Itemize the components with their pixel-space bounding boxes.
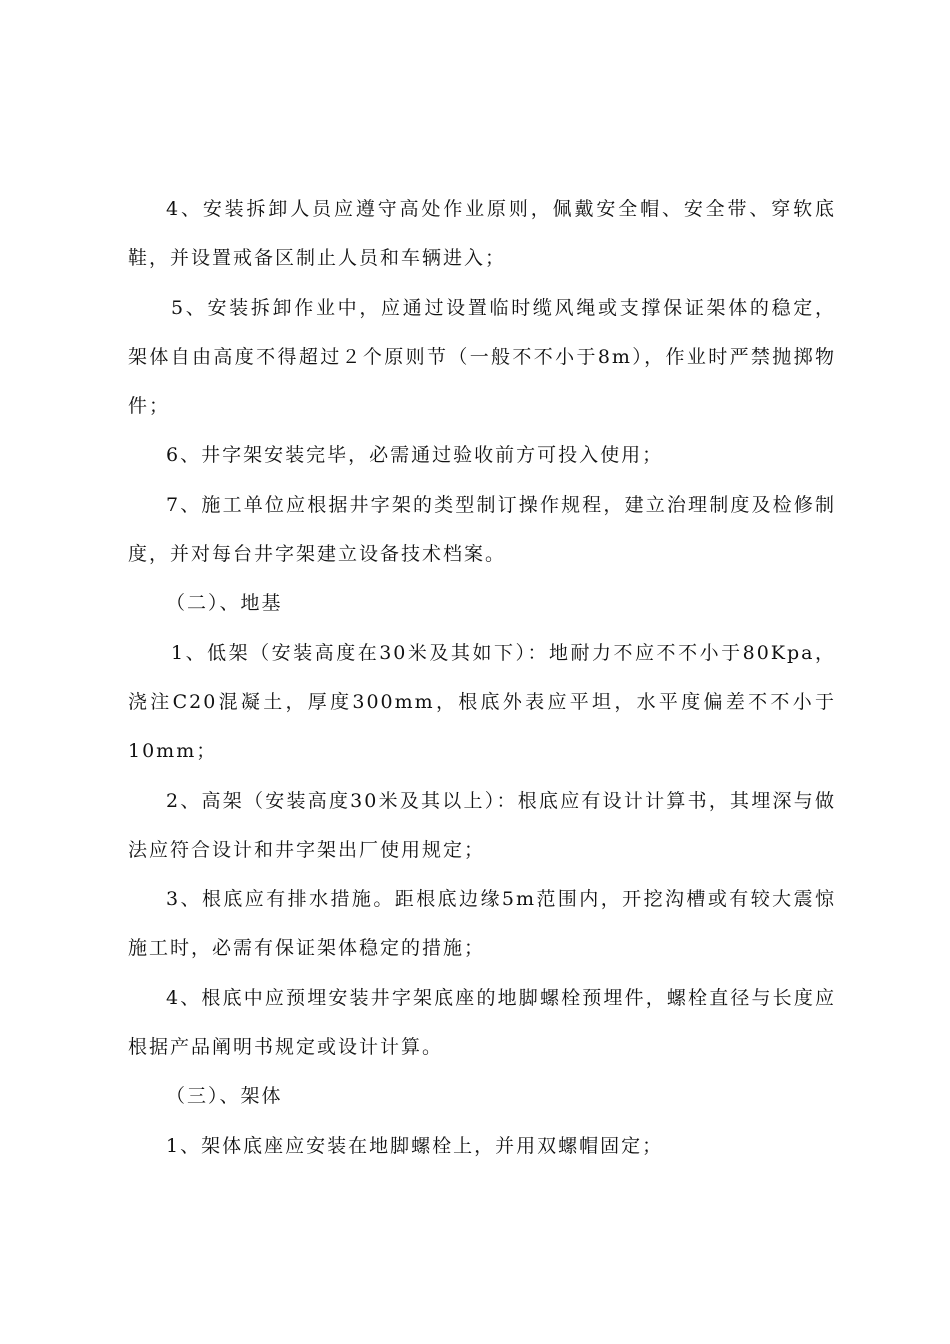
section-heading-frame: （三）、架体	[166, 1085, 283, 1108]
paragraph-high-frame: 2、高架（安装高度30米及其以上）：根底应有设计计算书，其埋深与做法应符合设计和井字架出厂使用规定；	[128, 789, 836, 861]
document-body	[128, 185, 836, 1171]
section-heading-foundation: （二）、地基	[166, 592, 283, 615]
paragraph-frame-base: 1、架体底座应安装在地脚螺栓上，并用双螺帽固定；	[166, 1134, 664, 1157]
paragraph-acceptance: 6、井字架安装完毕，必需通过验收前方可投入使用；	[166, 444, 664, 467]
paragraph-anchor-bolts: 4、根底中应预埋安装井字架底座的地脚螺栓预埋件，螺栓直径与长度应根据产品阐明书规定或设计计算。	[128, 986, 836, 1059]
paragraph-install-stability: 5、安装拆卸作业中，应通过设置临时缆风绳或支撑保证架体的稳定，架体自由高度不得超过２个原则节（一般不不小于8m），作业时严禁抛掷物件；	[128, 296, 836, 418]
paragraph-install-personnel-safety: 4、安装拆卸人员应遵守高处作业原则，佩戴安全帽、安全带、穿软底鞋，并设置戒备区制止人员和车辆进入；	[128, 198, 836, 270]
paragraph-operating-rules: 7、施工单位应根据井字架的类型制订操作规程，建立治理制度及检修制度，并对每台井字架建立设备技术档案。	[128, 493, 836, 566]
paragraph-drainage: 3、根底应有排水措施。距根底边缘5m范围内，开挖沟槽或有较大震惊施工时，必需有保证架体稳定的措施；	[128, 888, 836, 960]
paragraph-low-frame: 1、低架（安装高度在30米及其如下）：地耐力不应不不小于80Kpa，浇注C20混凝土，厚度300mm，根底外表应平坦，水平度偏差不不小于10mm；	[128, 641, 836, 763]
